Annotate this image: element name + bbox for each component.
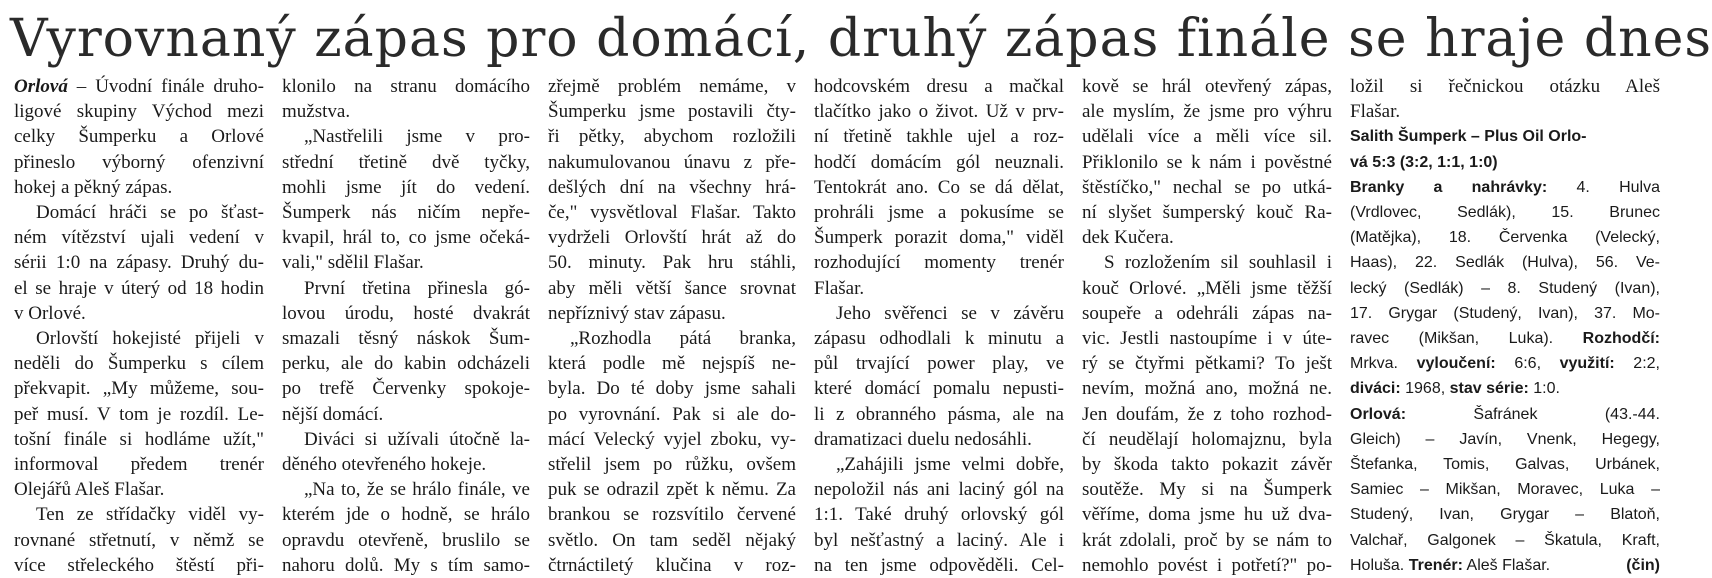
article-line: kově se hrál otevřený zápas, — [1082, 76, 1332, 97]
article-line: střední třetině dvě tyčky, — [282, 151, 530, 173]
article-line: 50. minuty. Pak hru stáhli, — [548, 252, 796, 274]
article-column-5 — [1082, 74, 1332, 576]
article-line: byl nešťastný a laciný. Ale i — [814, 529, 1064, 551]
article-line: aby měli větší šance srovnat — [548, 277, 796, 299]
article-line: udělali více a měli více sil. — [1082, 126, 1332, 148]
result-line: ravec (Mikšan, Luka). Rozhodčí: — [1350, 330, 1660, 348]
article-column-4 — [814, 74, 1064, 576]
result-line: (Matějka), 18. Červenka (Velecký, — [1350, 229, 1660, 247]
article-line: Flašar. — [814, 277, 865, 299]
article-line: světlo. On tam seděl nějaký — [548, 529, 796, 551]
article-line: dramatizaci duelu nedosáhli. — [814, 428, 1032, 450]
result-line: lecký (Sedlák) – 8. Studený (Ivan), — [1350, 279, 1660, 297]
article-line: zápasu odhodlali k minutu a — [814, 328, 1064, 350]
article-line: puk se odrazil zpět k němu. Za — [548, 479, 796, 501]
article-line: kvapil, hrál to, co jsme očeká- — [282, 227, 530, 249]
article-line: Olejářů Aleš Flašar. — [14, 479, 165, 501]
article-line: mužstva. — [282, 101, 351, 123]
article-line: po vyrovnání. Pak si ale do- — [548, 403, 796, 425]
article-line: První třetina přinesla gó- — [304, 277, 530, 299]
article-line: vali," sdělil Flašar. — [282, 252, 424, 274]
result-line: Mrkva. vyloučení: 6:6, využití: 2:2, — [1350, 355, 1660, 373]
article-line: které domácí pomalu nepusti- — [814, 378, 1064, 400]
article-line: klonilo na stranu domácího — [282, 76, 530, 97]
article-line: lovou úrodu, hosté dvakrát — [282, 302, 530, 324]
result-line: Studený, Ivan, Grygar – Blatoň, — [1350, 506, 1660, 524]
article-line: překvapit. „My můžeme, sou- — [14, 378, 264, 400]
article-line: věříme, doma jsme hu už dva- — [1082, 504, 1332, 526]
result-line: (Vrdlovec, Sedlák), 15. Brunec — [1350, 204, 1660, 222]
article-line: by škoda takto pokazit závěr — [1082, 454, 1332, 476]
article-line: čí neudělají holomajznu, byla — [1082, 428, 1332, 450]
article-line-text: – Úvodní finále druho- — [67, 76, 264, 97]
article-line: „Zahájili jsme velmi dobře, — [836, 454, 1064, 476]
result-line: diváci: 1968, stav série: 1:0. — [1350, 380, 1560, 398]
article-line: Diváci si užívali útočně la- — [304, 428, 530, 450]
article-line: el se hraje v úterý od 18 hodin — [14, 277, 264, 299]
article-line: v Orlové. — [14, 302, 86, 324]
article-line: štěstíčko," nechal se po utká- — [1082, 176, 1332, 198]
result-line: Holuša. Trenér: Aleš Flašar. (čin) — [1350, 553, 1660, 578]
article-column-2 — [282, 74, 530, 576]
article-line: soutěže. My si na Šumperk — [1082, 479, 1332, 501]
article-line: Jen doufám, že z toho rozhod- — [1082, 403, 1332, 425]
article-line: če," vysvětloval Flašar. Takto — [548, 202, 796, 224]
article-line: Přiklonilo se k nám i pověstné — [1082, 151, 1332, 173]
article-line: Flašar. — [1350, 101, 1401, 123]
article-column-6 — [1350, 74, 1660, 574]
result-line: Branky a nahrávky: 4. Hulva — [1350, 178, 1660, 196]
article-line: ligové skupiny Východ mezi — [14, 101, 264, 123]
article-line: informoval předem trenér — [14, 454, 264, 476]
article-line: li z obranného pásma, ale na — [814, 403, 1064, 425]
article-line: půl trvající power play, ve — [814, 353, 1064, 375]
article-line: peř musí. V tom je rozdíl. Le- — [14, 403, 264, 425]
article-line: nahoru dolů. My s tím samo- — [282, 554, 530, 576]
result-line: Orlová: Šafránek (43.-44. — [1350, 405, 1660, 423]
article-line — [14, 74, 264, 99]
article-line: „Na to, že se hrálo finále, ve — [304, 479, 530, 501]
article-line: neděli do Šumperku s cílem — [14, 353, 264, 375]
article-line: Domácí hráči se po šťast- — [36, 202, 264, 224]
article-line: střelil jsem po růžku, ovšem — [548, 454, 796, 476]
result-line: Gleich) – Javín, Vnenk, Hegegy, — [1350, 430, 1660, 448]
result-line: Štefanka, Tomis, Galvas, Urbánek, — [1350, 456, 1660, 474]
article-line: celky Šumperku a Orlové — [14, 126, 264, 148]
article-line: nevím, možná ano, možná ne. — [1082, 378, 1332, 400]
article-line: čtrnáctiletý klučina v roz- — [548, 554, 796, 576]
article-line: která podle mě nejspíš ne- — [548, 353, 796, 375]
result-line: Haas), 22. Sedlák (Hulva), 56. Ve- — [1350, 254, 1660, 272]
article-line: ném vítězství ujali vedení v — [14, 227, 264, 249]
article-line: rý se čtyřmi pětkami? To ješt — [1082, 353, 1332, 375]
article-line: mácí Velecký vyjel zboku, vy- — [548, 428, 796, 450]
article-column-6-text — [1350, 74, 1660, 124]
article-line: nepříznivý stav zápasu. — [548, 302, 726, 324]
article-line: soupeře a odehráli zápas na- — [1082, 302, 1332, 324]
article-line: ři pětky, abychom rozložili — [548, 126, 796, 148]
article-line: děného otevřeného hokeje. — [282, 454, 487, 476]
article-line: nepoložil nás ani laciný gól na — [814, 479, 1064, 501]
article-column-1 — [14, 74, 264, 576]
article-line: tlačítko jako o život. Už v prv- — [814, 101, 1064, 123]
article-line: hodcovském dresu a mačkal — [814, 76, 1064, 97]
article-line: vydrželi Orlovští hrát až do — [548, 227, 796, 249]
article-line: dešlých dní na všechny hrá- — [548, 176, 796, 198]
article-line: rozhodující momenty trenér — [814, 252, 1064, 274]
article-line: ní třetině takhle ujel a roz- — [814, 126, 1064, 148]
dateline: Orlová — [14, 76, 68, 97]
article-line: prohráli jsme a pokusíme se — [814, 202, 1064, 224]
article-line: S rozložením sil souhlasil i — [1104, 252, 1332, 274]
author-initials: (čin) — [1626, 556, 1660, 574]
article-line: hodčí domácím gól neuznali. — [814, 151, 1064, 173]
article-line: Šumperku jsme postavili čty- — [548, 101, 796, 123]
article-line: 1:1. Také druhý orlovský gól — [814, 504, 1064, 526]
article-line: dek Kučera. — [1082, 227, 1174, 249]
article-line: Jeho svěřenci se v závěru — [836, 302, 1064, 324]
article-line: Orlovští hokejisté přijeli v — [36, 328, 264, 350]
article-line: Šumperk porazit doma," viděl — [814, 227, 1064, 249]
result-line: 17. Grygar (Studený, Ivan), 37. Mo- — [1350, 304, 1660, 322]
result-line: Samiec – Mikšan, Moravec, Luka – — [1350, 481, 1660, 499]
article-line: kterém jde o hodně, se hrálo — [282, 504, 530, 526]
article-line: rovnané střetnutí, v němž se — [14, 529, 264, 551]
article-line: smazali těsný náskok Šum- — [282, 328, 530, 350]
article-line: byla. Do té doby jsme sahali — [548, 378, 796, 400]
article-line: krát zdolali, proč by se nám to — [1082, 529, 1332, 551]
result-line: Valchař, Galgonek – Škatula, Kraft, — [1350, 531, 1660, 549]
article-line: po trefě Červenky spokoje- — [282, 378, 530, 400]
article-line: na ten jsme odpověděli. Cel- — [814, 554, 1064, 576]
article-line: vic. Jestli nastoupíme i v úte- — [1082, 328, 1332, 350]
article-line: zřejmě problém nemáme, v — [548, 76, 796, 97]
article-line: mohli jsme jít do vedení. — [282, 176, 530, 198]
article-line: ale myslím, že jsme pro výhru — [1082, 101, 1332, 123]
article-line: ložil si řečnickou otázku Aleš — [1350, 76, 1660, 97]
article-line: „Rozhodla pátá branka, — [570, 328, 796, 350]
article-column-3 — [548, 74, 796, 576]
article-line: perku, ale do kabin odcházeli — [282, 353, 530, 375]
article-line: sérii 1:0 na zápasy. Druhý du- — [14, 252, 264, 274]
match-result-box — [1350, 124, 1660, 578]
article-line: Ten ze střídačky viděl vy- — [36, 504, 264, 526]
article-line: přineslo výborný ofenzivní — [14, 151, 264, 173]
article-line: ní slyšet šumperský kouč Ra- — [1082, 202, 1332, 224]
article-line: nakumulovanou únavu z pře- — [548, 151, 796, 173]
article-line: nější domácí. — [282, 403, 384, 425]
article-line: hokej a pěkný zápas. — [14, 176, 173, 198]
headline: Vyrovnaný zápas pro domácí, druhý zápas finále se hraje dnes — [10, 9, 1712, 69]
result-heading: Salith Šumperk – Plus Oil Orlo- — [1350, 128, 1587, 146]
article-line: „Nastřelili jsme v pro- — [304, 126, 530, 148]
article-line: tošní finále si hodláme užít," — [14, 428, 264, 450]
article-line: brankou se rozsvítilo červené — [548, 504, 796, 526]
article-line: kouč Orlové. „Měli jsme těžší — [1082, 277, 1332, 299]
article-line: nemohlo povést i potřetí?" po- — [1082, 554, 1332, 576]
article-line: opravdu otevřeně, bruslilo se — [282, 529, 530, 551]
article-line: Šumperk nás ničím nepře- — [282, 202, 530, 224]
article-line: Tentokrát ano. Co se dá dělat, — [814, 176, 1064, 198]
article-line: více střeleckého štěstí při- — [14, 554, 264, 576]
result-heading: vá 5:3 (3:2, 1:1, 1:0) — [1350, 153, 1498, 171]
